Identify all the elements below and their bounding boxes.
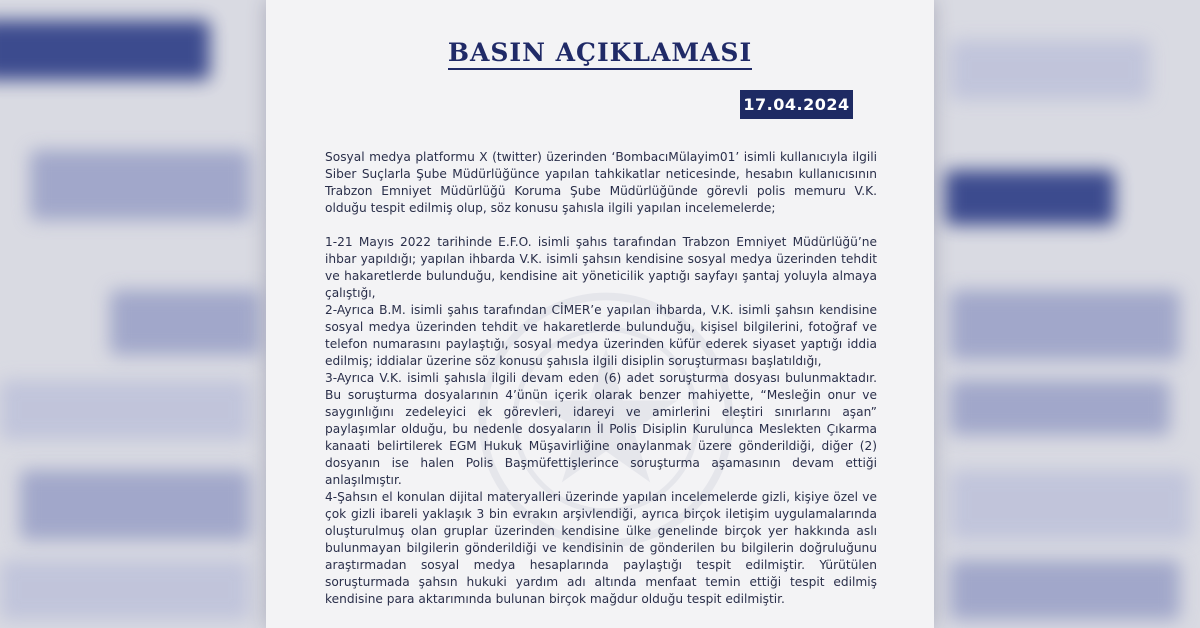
blurred-shape [950,560,1180,620]
press-release-page [266,0,934,628]
list-item: 1-21 Mayıs 2022 tarihinde E.F.O. isimli şahıs tarafından Trabzon Emniyet Müdürlüğü’ne ihbar yapıldığı; yapılan ihbarda V.K. isimli şahsın kendisine sosyal medya üzerinden tehdit ve hakaretlerde bulunduğu, kendisine ait yöneticilik yaptığı sayfayı şantaj yoluyla almaya çalıştığı, [325,235,877,300]
intro-paragraph: Sosyal medya platformu X (twitter) üzerinden ‘BombacıMülayim01’ isimli kullanıcıyla ilgili Siber Suçlarla Şube Müdürlüğünce yapılan tahkikatlar neticesinde, hesabın kullanıcısının Trabzon Emniyet Müdürlüğü Koruma Şube Müdürlüğünde görevli polis memuru V.K. olduğu tespit edilmiş olup, söz konusu şahısla ilgili yapılan incelemelerde; [325,150,877,215]
blurred-shape [0,380,250,440]
list-item: 4-Şahsın el konulan dijital materyalleri üzerinde yapılan incelemelerde gizli, kişiye özel ve çok gizli ibareli yaklaşık 3 bin evrakın arşivlendiği, ayrıca birçok iletişim uygulamalarında oluşturulmuş olan gruplar üzerinden kendisine ülke genelinde birçok yer hakkında aslı bulunmayan bilgilerin gönderildiği ve kendisinin de gönderilen bu bilgilerin doğruluğunu araştırmadan sosyal medya hesaplarında paylaştığı tespit edilmiştir. Yürütülen soruşturmada şahsın hukuki yardım adı altında menfaat temin ettiği tespit edilmiş kendisine para aktarımında bulunan birçok mağdur olduğu tespit edilmiştir. [325,490,877,606]
blurred-shape [950,290,1180,360]
list-item: 2-Ayrıca B.M. isimli şahıs tarafından CİMER’e yapılan ihbarda, V.K. isimli şahsın kendisine sosyal medya üzerinden tehdit ve hakaretlerde bulunduğu, kişisel bilgilerini, fotoğraf ve telefon numarasını paylaştığı, sosyal medya üzerinden küfür ederek siyaset yaptığı iddia edilmiş; iddialar üzerine söz konusu şahısla ilgili disiplin soruşturması başlatıldığı, [325,303,877,368]
page-title [266,38,934,67]
document-body [325,149,877,608]
blurred-shape [110,290,260,355]
blurred-shape [0,20,210,80]
blurred-shape [20,470,250,540]
blurred-shape [950,470,1190,540]
blurred-shape [30,150,250,220]
blurred-shape [950,380,1170,435]
title-text: BASIN AÇIKLAMASI [448,38,752,70]
blurred-shape [950,40,1150,100]
blurred-shape [0,560,250,620]
list-item: 3-Ayrıca V.K. isimli şahısla ilgili devam eden (6) adet soruşturma dosyası bulunmaktadır. Bu soruşturma dosyalarının 4’ünün içerik olarak benzer mahiyette, “Mesleğin onur ve saygınlığını zedeleyici ek görevleri, idareyi ve amirlerini eleştiri sınırlarını aşan” paylaşımlar olduğu, bu nedenle dosyaların İl Polis Disiplin Kurulunca Meslekten Çıkarma kanaati belirtilerek EGM Hukuk Müşavirliğine onaylanmak üzere gönderildiği, diğer (2) dosyanın ise halen Polis Başmüfettişlerince soruşturma aşamasının devam ettiği anlaşılmıştır. [325,371,877,487]
date-badge: 17.04.2024 [740,90,853,119]
blurred-shape [945,170,1115,225]
